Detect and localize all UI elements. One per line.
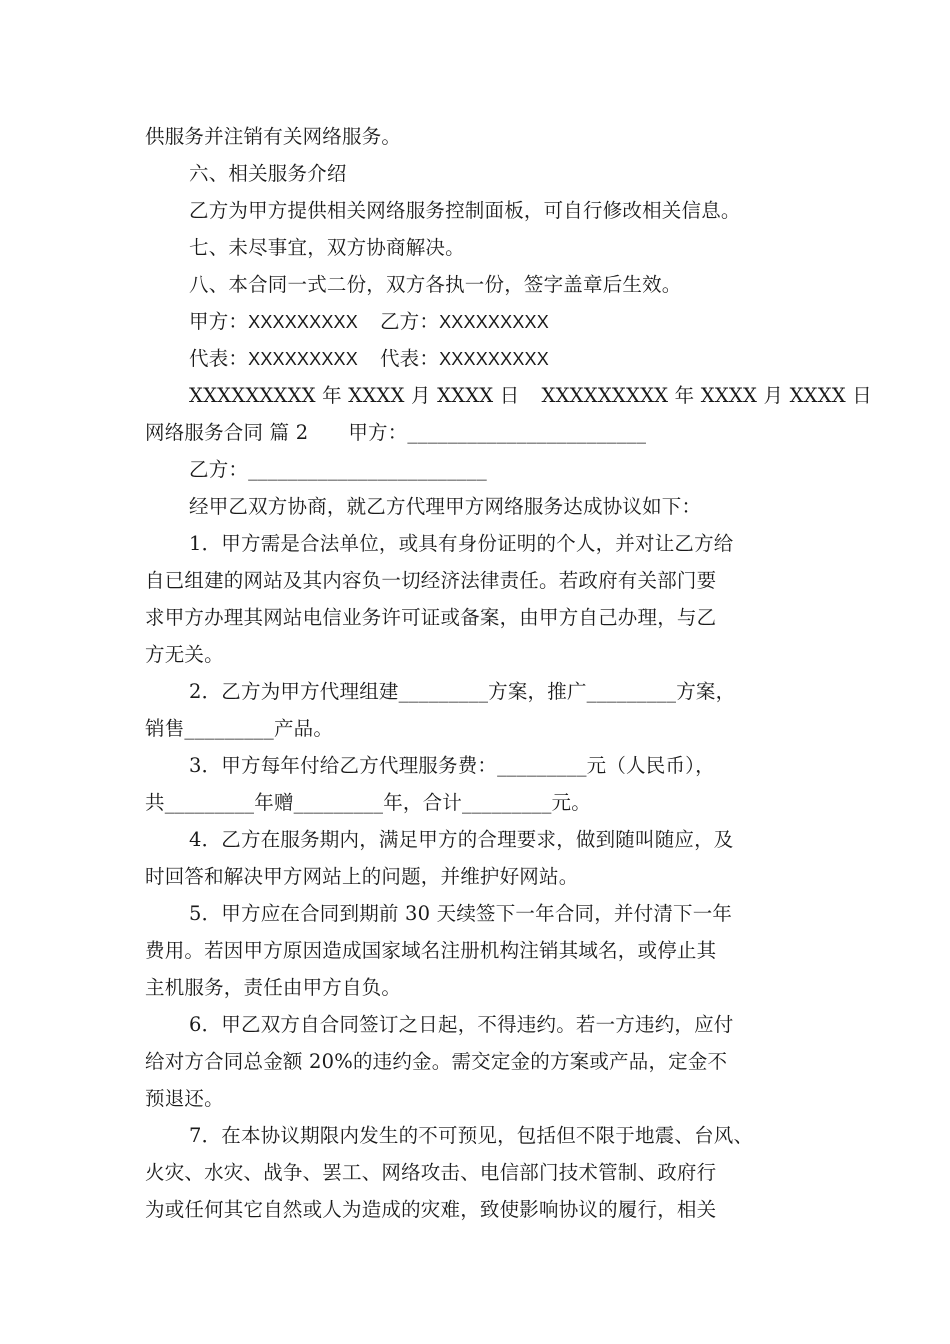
section-heading-eight: 八、本合同一式二份，双方各执一份，签字盖章后生效。: [189, 273, 682, 296]
body-line: 自已组建的网站及其内容负一切经济法律责任。若政府有关部门要: [145, 569, 717, 592]
section-heading-six: 六、相关服务介绍: [189, 162, 347, 185]
date-b: XXXXXXXXX 年 XXXX 月 XXXX 日: [541, 384, 872, 407]
body-line: 时回答和解决甲方网站上的问题，并维护好网站。: [145, 865, 579, 888]
body-line: 求甲方办理其网站电信业务许可证或备案，由甲方自己办理，与乙: [145, 606, 717, 629]
section2-heading-line: [145, 414, 825, 451]
rep-b-value: XXXXXXXXX: [439, 349, 549, 369]
section2-party-b: 乙方：________________________: [189, 458, 487, 481]
body-line: 火灾、水灾、战争、罢工、网络攻击、电信部门技术管制、政府行: [145, 1161, 717, 1184]
body-line: 方无关。: [145, 643, 224, 666]
clause-7: 7．在本协议期限内发生的不可预见，包括但不限于地震、台风、: [189, 1124, 754, 1147]
rep-a-label: 代表：: [189, 347, 249, 370]
signature-rep-line: [145, 340, 825, 377]
body-line: 共_________年赠_________年，合计_________元。: [145, 791, 591, 814]
section2-party-a: 甲方：________________________: [348, 421, 647, 444]
clause-1: 1．甲方需是合法单位，或具有身份证明的个人，并对让乙方给: [189, 532, 734, 555]
body-line: 销售_________产品。: [145, 717, 334, 740]
rep-b-label: 代表：: [379, 347, 440, 370]
clause-3: 3．甲方每年付给乙方代理服务费：_________元（人民币），: [189, 754, 715, 777]
body-line: 给对方合同总金额 20%的违约金。需交定金的方案或产品，定金不: [145, 1050, 728, 1073]
clause-5: 5．甲方应在合同到期前 30 天续签下一年合同，并付清下一年: [189, 902, 733, 925]
body-line: 为或任何其它自然或人为造成的灾难，致使影响协议的履行，相关: [145, 1198, 717, 1221]
text-line: 乙方为甲方提供相关网络服务控制面板，可自行修改相关信息。: [189, 199, 741, 222]
body-line: 费用。若因甲方原因造成国家域名注册机构注销其域名，或停止其: [145, 939, 717, 962]
body-line: 主机服务，责任由甲方自负。: [145, 976, 402, 999]
party-b-label: 乙方：: [379, 310, 440, 333]
signature-date-line: [145, 377, 872, 414]
rep-a-value: XXXXXXXXX: [248, 349, 358, 369]
text-line: 供服务并注销有关网络服务。: [145, 125, 402, 148]
party-a-value: XXXXXXXXX: [248, 312, 358, 332]
party-b-value: XXXXXXXXX: [439, 312, 549, 332]
date-a: XXXXXXXXX 年 XXXX 月 XXXX 日: [189, 384, 520, 407]
contract-body: [145, 488, 825, 1228]
body-line: 经甲乙双方协商，就乙方代理甲方网络服务达成协议如下：: [189, 495, 702, 518]
clause-6: 6．甲乙双方自合同签订之日起，不得违约。若一方违约，应付: [189, 1013, 734, 1036]
party-a-label: 甲方：: [189, 310, 249, 333]
document-page: [145, 118, 872, 1228]
signature-party-line: [145, 303, 825, 340]
section-heading-seven: 七、未尽事宜，双方协商解决。: [189, 236, 465, 259]
body-line: 预退还。: [145, 1087, 224, 1110]
section2-heading: 网络服务合同 篇 2: [145, 421, 309, 444]
clause-2: 2．乙方为甲方代理组建_________方案，推广_________方案，: [189, 680, 736, 703]
clause-4: 4．乙方在服务期内，满足甲方的合理要求，做到随叫随应，及: [189, 828, 734, 851]
